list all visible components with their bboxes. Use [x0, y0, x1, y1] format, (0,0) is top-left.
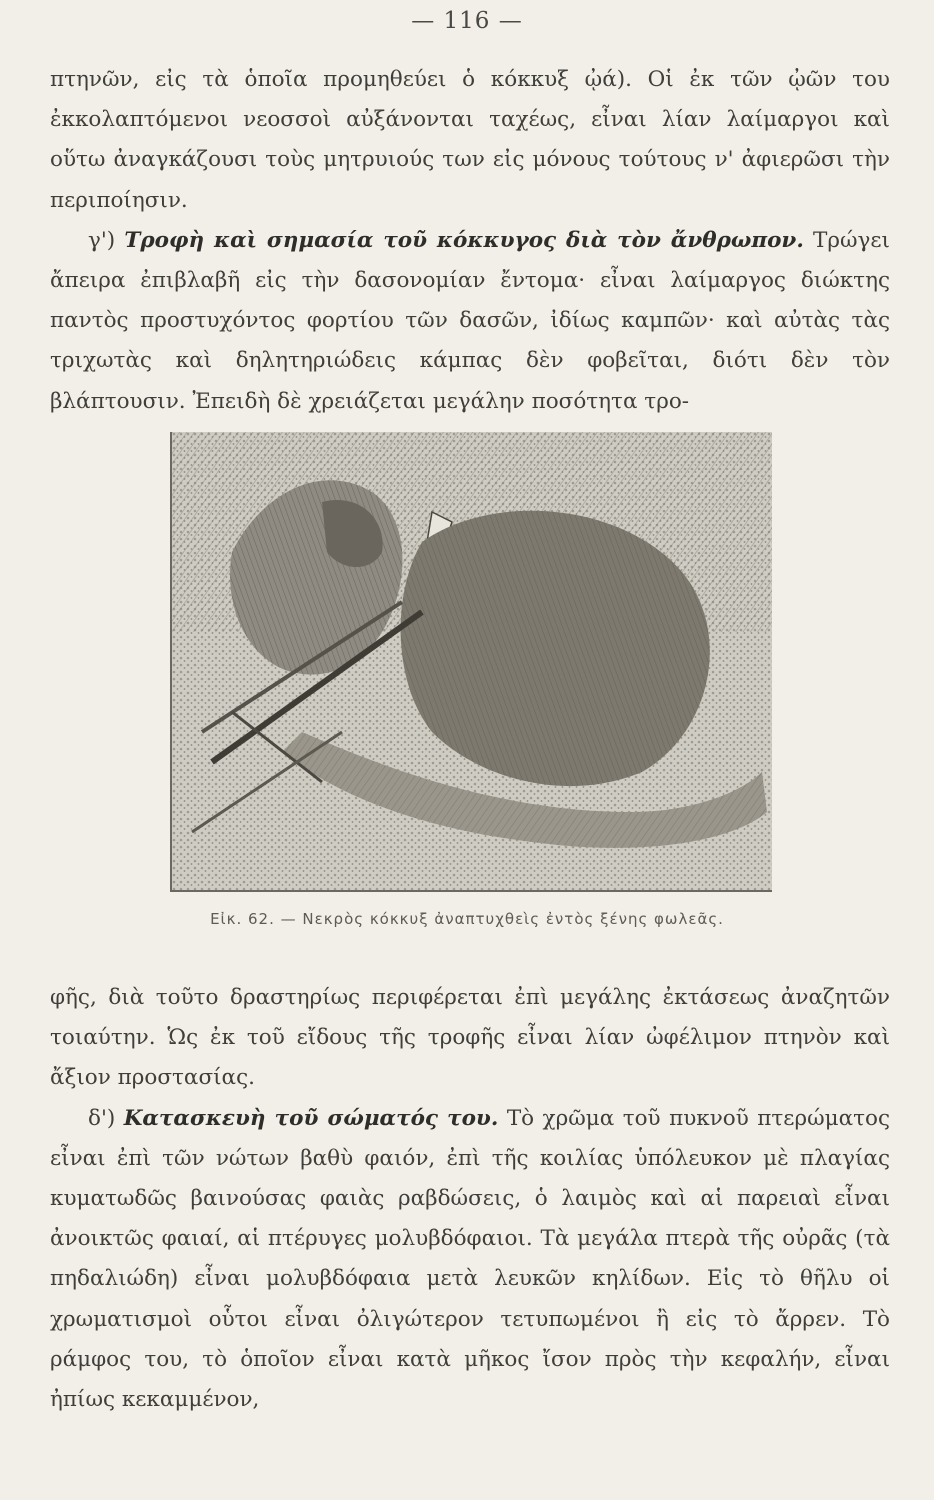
section-gamma-paragraph: [50, 221, 890, 422]
paragraph-continuation: πτηνῶν, εἰς τὰ ὁποῖα προμηθεύει ὁ κόκκυξ ᾠά). Οἱ ἐκ τῶν ᾠῶν του ἐκκολαπτόμενοι νεοσσοὶ αὐξάνονται ταχέως, εἶναι λίαν λαίμαργοι καὶ οὕτω ἀναγκάζουσι τοὺς μητρυιούς των εἰς μόνους τούτους ν' ἀφιερῶσι τὴν περιποίησιν.: [50, 67, 890, 213]
paragraph-continuation-2: φῆς, διὰ τοῦτο δραστηρίως περιφέρεται ἐπὶ μεγάλης ἐκτάσεως ἀναζητῶν τοιαύτην. Ὡς ἐκ τοῦ εἴδους τῆς τροφῆς εἶναι λίαν ὠφέλιμον πτηνὸν καὶ ἄξιον προστασίας.: [50, 985, 890, 1091]
section-body-2: Τὸ χρῶμα τοῦ πυκνοῦ πτερώματος εἶναι ἐπὶ τῶν νώτων βαθὺ φαιόν, ἐπὶ τῆς κοιλίας ὑπόλευκον μὲ πλαγίας κυματωδῶς βαινούσας φαιὰς ραβδώσεις, ὁ λαιμὸς καὶ αἱ παρειαὶ εἶναι ἀνοικτῶς φαιαί, αἱ πτέρυγες μολυβδόφαιοι. Τὰ μεγάλα πτερὰ τῆς οὐρᾶς (τὰ πηδαλιώδη) εἶναι μολυβδόφαια μετὰ λευκῶν κηλίδων. Εἰς τὸ θῆλυ οἱ χρωματισμοὶ οὗτοι εἶναι ὀλιγώτερον τετυπωμένοι ἢ εἰς τὸ ἄρρεν. Τὸ ράμφος του, τὸ ὁποῖον εἶναι κατὰ μῆκος ἴσον πρὸς τὴν κεφαλήν, εἶναι ἠπίως κεκαμμένον,: [50, 1105, 890, 1413]
section-marker-2: δ'): [88, 1105, 116, 1131]
cuckoo-nest-illustration: [170, 432, 772, 892]
figure-caption: Εἰκ. 62. — Νεκρὸς κόκκυξ ἀναπτυχθεὶς ἐντὸς ξένης φωλεᾶς.: [210, 910, 724, 928]
section-body: Τρώγει ἄπειρα ἐπιβλαβῆ εἰς τὴν δασονομίαν ἔντομα· εἶναι λαίμαργος διώκτης παντὸς προστυχόντος φορτίου τῶν δασῶν, ἰδίως καμπῶν· καὶ αὐτὰς τὰς τριχωτὰς καὶ δηλητηριώδεις κάμπας δὲν φοβεῖται, διότι δὲν τὸν βλάπτουσιν. Ἐπειδὴ δὲ χρειάζεται μεγάλην ποσότητα τρο-: [50, 227, 890, 414]
section-marker: γ'): [88, 227, 116, 253]
bottom-text-block: [50, 978, 890, 1420]
section-delta-paragraph: [50, 1099, 890, 1421]
section-heading-2: Κατασκευὴ τοῦ σώματός του.: [123, 1105, 499, 1131]
section-heading: Τροφὴ καὶ σημασία τοῦ κόκκυγος διὰ τὸν ἄνθρωπον.: [124, 227, 804, 253]
page-number: — 116 —: [411, 8, 523, 34]
top-text-block: [50, 60, 890, 422]
engraving-image: [172, 432, 772, 890]
